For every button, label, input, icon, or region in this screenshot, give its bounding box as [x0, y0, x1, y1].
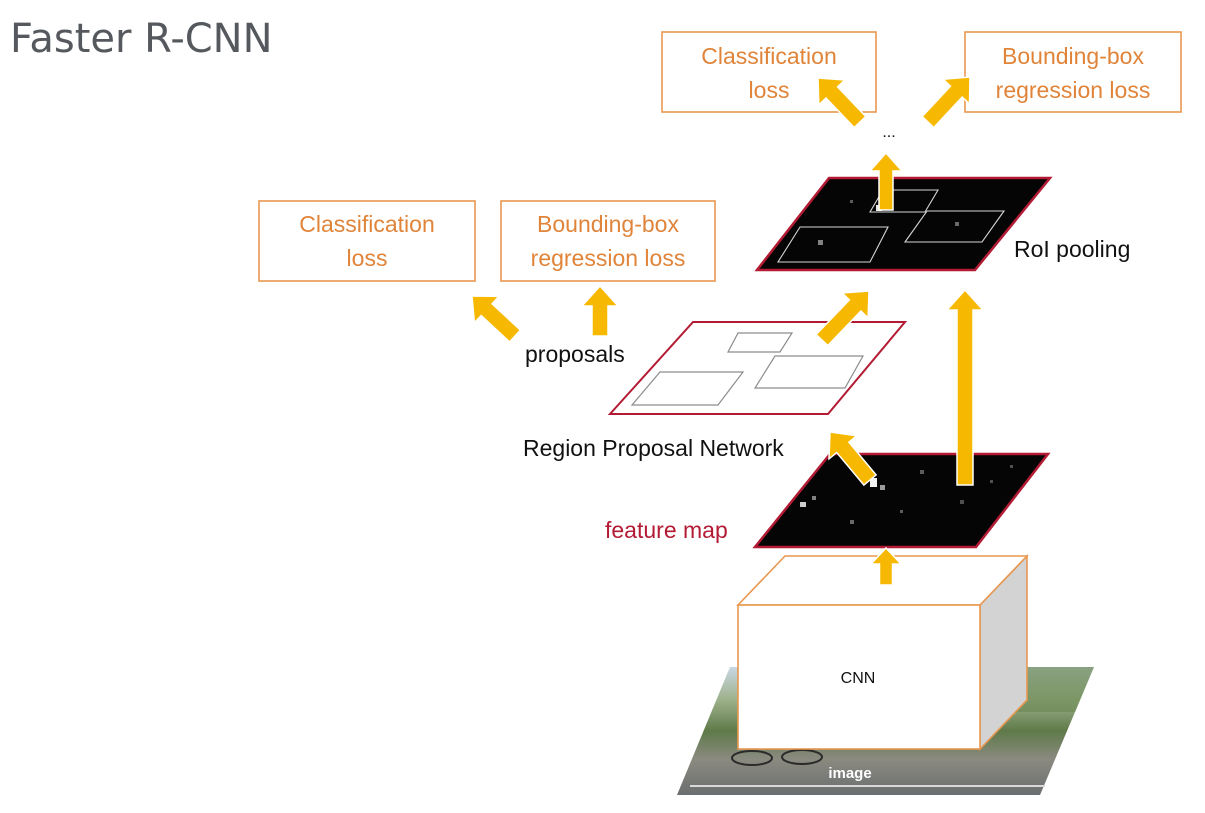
top-bbox-regression-loss-line1: Bounding-box [1002, 43, 1144, 69]
proposals-label: proposals [525, 341, 625, 367]
roi-pooling-plane [757, 178, 1050, 270]
top-classification-loss-line2: loss [748, 77, 790, 103]
page-title: Faster R-CNN [10, 16, 273, 62]
roi-pooling-label: RoI pooling [1014, 236, 1131, 262]
top-bbox-regression-loss-line2: regression loss [995, 77, 1151, 103]
arrow-proposals-to-rpn-cls-loss-icon [472, 296, 520, 342]
arrow-top-to-bbox-loss-icon [922, 77, 970, 128]
rpn-classification-loss [259, 201, 475, 281]
rpn-bbox-regression-loss-line2: regression loss [530, 245, 686, 271]
feature-map-label: feature map [605, 517, 728, 543]
rpn-classification-loss-line1: Classification [299, 211, 435, 237]
top-bbox-regression-loss [965, 32, 1181, 112]
rpn-bbox-regression-loss-line1: Bounding-box [537, 211, 679, 237]
roi-pooling [757, 124, 1130, 270]
proposals-plane [610, 322, 905, 414]
rpn-bbox-regression-loss [501, 201, 715, 281]
feature-map [605, 454, 1048, 547]
rpn-classification-loss-line2: loss [346, 245, 388, 271]
top-classification-loss-line1: Classification [701, 43, 837, 69]
image-label: image [828, 765, 872, 782]
arrow-proposals-to-rpn-bbox-loss-icon [582, 286, 618, 336]
rpn-label: Region Proposal Network [523, 435, 784, 461]
feature-map-plane [755, 454, 1048, 547]
cnn-label: CNN [840, 670, 876, 687]
ellipsis-label: ... [882, 124, 896, 141]
